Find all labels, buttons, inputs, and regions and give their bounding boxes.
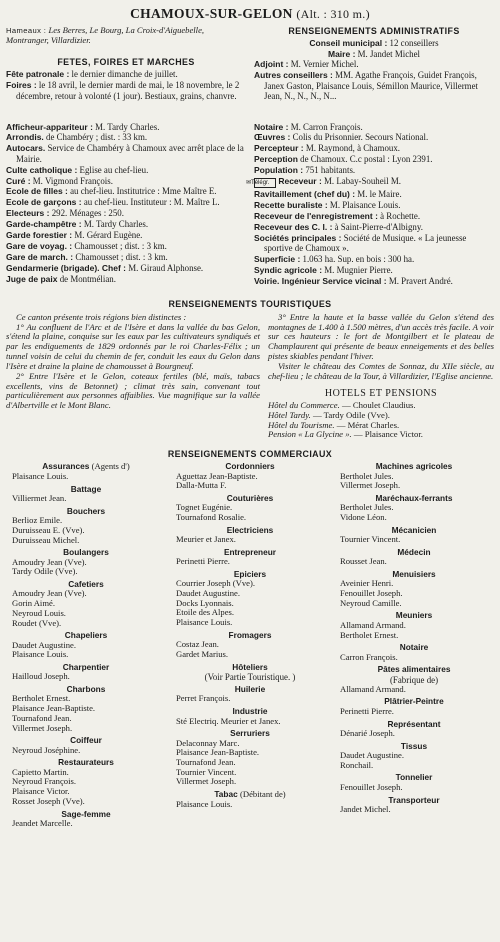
- commerce-item: Duruisseau Michel.: [12, 534, 80, 545]
- page-title: [6, 6, 494, 26]
- directory-entry: [6, 80, 246, 101]
- tour-heading: RENSEIGNEMENTS TOURISTIQUES: [168, 298, 332, 309]
- category-name: Huilerie: [234, 684, 266, 695]
- directory-entry: [254, 254, 494, 265]
- category-name: Machines agricoles: [375, 461, 453, 472]
- entry-label: Notaire :: [254, 121, 289, 132]
- commerce-item: Neyroud Camille.: [340, 597, 402, 608]
- entry-text: le 18 avril, le dernier mardi de mai, le 18 novembre, le 2 décembre, retour à volonté (1 jour). Bestiaux, grains, chanvre.: [16, 80, 240, 102]
- commerce-item: Tognet Eugénie.: [176, 502, 233, 513]
- category-name: Charpentier: [62, 662, 110, 672]
- commerce-item: Roudet (Vve).: [12, 617, 62, 628]
- fetes-heading: FETES, FOIRES ET MARCHES: [57, 57, 195, 68]
- commerce-item: Villiermet Jean.: [12, 493, 67, 504]
- category-name: Industrie: [232, 706, 268, 717]
- category-note: (Débitant de): [240, 789, 286, 800]
- commerce-item: Hailloud Joseph.: [12, 671, 70, 682]
- entry-label: Gare de voyag. :: [6, 241, 73, 252]
- entry-label: Fête patronale :: [6, 69, 70, 80]
- category-name: Hôteliers: [232, 661, 268, 672]
- entry-label: Ravitaillement (chef du) :: [254, 188, 356, 199]
- maire-line: Maire : M. Jandet Michel: [328, 48, 420, 59]
- admin-left-list: [6, 122, 246, 287]
- commerce-item: Daudet Augustine.: [176, 588, 240, 599]
- category-name: Restaurateurs: [58, 757, 114, 768]
- commerce-item: Plaisance Jean-Baptiste.: [12, 703, 96, 714]
- entry-label: Ecole de garçons :: [6, 197, 82, 208]
- commerce-item: Daudet Augustine.: [12, 639, 76, 650]
- directory-entry: [254, 165, 494, 176]
- commerce-item: Duruisseau E. (Vve).: [12, 524, 85, 535]
- category-name: Electriciens: [226, 524, 274, 535]
- entry-text: de Montmélian.: [59, 274, 116, 285]
- entry-text: 1.063 ha. Sup. en bois : 300 ha.: [302, 253, 415, 264]
- category-name: Boulangers: [63, 547, 109, 558]
- entry-label: Gare de march. :: [6, 252, 74, 263]
- category-name: Assurances: [42, 461, 90, 472]
- tour-paragraph: 1° Au confluent de l'Arc et de l'Isère et dans la vallée du bas Gelon, s'étend la plaine, conquise sur les eaux par les cultivateurs syndiqués et par les endiguements de 1829 ordonnés par le roi Charles-Félix ; un tunnel voisin de celui du chemin de fer, conduit les eaux du Gelon dans l'Isère et draine la plaine de chamousset à Bourgneuf.: [6, 321, 260, 371]
- entry-text: Société de Musique. « La jeunesse sportive de Chamoux ».: [264, 232, 467, 254]
- category-name: Mécanicien: [391, 524, 437, 535]
- entry-text: M. Tardy Charles.: [83, 219, 149, 230]
- directory-entry: [6, 230, 246, 241]
- category-name: Cordonniers: [225, 461, 275, 472]
- hotels-list: [268, 401, 494, 440]
- commerce-item: Jandet Michel.: [340, 803, 391, 814]
- entry-label: Receveur des C. I. :: [254, 221, 333, 232]
- directory-entry: [6, 143, 246, 164]
- commerce-item: Ronchail.: [340, 759, 374, 770]
- category-name: Cafetiers: [68, 579, 104, 590]
- commerce-item: Tournafond Rosalie.: [176, 512, 247, 523]
- category-sub: (Fabrique de): [389, 674, 439, 685]
- directory-entry: [6, 197, 246, 208]
- entry-label: Population :: [254, 165, 304, 176]
- comm-heading: RENSEIGNEMENTS COMMERCIAUX: [167, 449, 333, 460]
- entry-label: Garde forestier :: [6, 230, 73, 241]
- directory-entry: [254, 154, 494, 165]
- entry-text: M. Giraud Alphonse.: [128, 263, 204, 274]
- entry-text: M. Carron François.: [290, 121, 363, 132]
- entry-text: M. Tardy Charles.: [95, 121, 160, 132]
- directory-entry: [6, 165, 246, 176]
- top-columns: [6, 26, 494, 102]
- tour-section: [6, 313, 494, 440]
- commerce-item: Etoile des Alpes.: [176, 607, 234, 618]
- commerce-item: Fenouillet Joseph.: [340, 781, 403, 792]
- category-name: Notaire: [399, 642, 429, 653]
- commerce-category: [334, 665, 494, 674]
- category-name: Couturières: [226, 493, 274, 504]
- directory-entry: [254, 143, 494, 154]
- commerce-item: Gardet Marius.: [176, 648, 229, 659]
- tour-left-text: [6, 313, 260, 440]
- commerce-item: Tournier Vincent.: [340, 534, 401, 545]
- adjoint-line: Adjoint : M. Vernier Michel.: [254, 59, 359, 70]
- directory-entry: [254, 189, 494, 200]
- category-name: Représentant: [387, 718, 441, 729]
- entry-text: de Chambéry ; dist. : 33 km.: [46, 132, 148, 143]
- entry-label: Garde-champêtre :: [6, 219, 82, 230]
- directory-entry: [6, 252, 246, 263]
- tour-right: [268, 313, 494, 440]
- entry-text: à Saint-Pierre-d'Albigny.: [334, 221, 423, 232]
- hotel-owner: — Plaisance Victor.: [353, 429, 423, 440]
- directory-entry: [254, 222, 494, 233]
- category-note: (Agents d'): [91, 461, 130, 472]
- entry-label: Superficie :: [254, 253, 301, 264]
- entry-label: Syndic agricole :: [254, 264, 323, 275]
- commerce-item: Perinetti Pierre.: [176, 556, 230, 567]
- category-name: Coiffeur: [70, 735, 102, 746]
- commerce-item: Plaisance Louis.: [12, 470, 69, 481]
- directory-entry: [6, 186, 246, 197]
- category-name: Pâtes alimentaires: [377, 664, 451, 675]
- entry-text: M. Mugnier Pierre.: [324, 264, 393, 275]
- category-name: Plâtrier-Peintre: [384, 696, 444, 707]
- entry-text: Eglise au chef-lieu.: [79, 164, 149, 175]
- commerce-item: Sté Electriq. Meurier et Janex.: [176, 715, 281, 726]
- category-name: Maréchaux-ferrants: [375, 493, 453, 504]
- entry-label: Afficheur-appariteur :: [6, 121, 93, 132]
- commerce-column: [334, 462, 494, 828]
- commerce-item: Perinetti Pierre.: [340, 705, 394, 716]
- hotel-owner: — Choulet Claudius.: [342, 399, 416, 410]
- entry-text: M. Gérard Eugène.: [74, 230, 143, 241]
- commerce-item: Plaisance Louis.: [12, 649, 69, 660]
- entry-text: M. Labay-Souheil M.: [324, 176, 401, 187]
- commerce-item: Rousset Jean.: [340, 556, 387, 567]
- altitude: (Alt. : 310 m.): [296, 7, 370, 21]
- commerce-item: Plaisance Louis.: [176, 798, 233, 809]
- directory-entry: [254, 276, 494, 287]
- commerce-item: Neyroud François.: [12, 776, 76, 787]
- entry-text: à Rochette.: [380, 210, 421, 221]
- entry-label: Percepteur :: [254, 143, 304, 154]
- commerce-item: Plaisance Victor.: [12, 786, 70, 797]
- commerce-item: Plaisance Jean-Baptiste.: [176, 747, 260, 758]
- entry-text: Colis du Prisonnier. Secours National.: [292, 132, 429, 143]
- commerce-item: Neyroud Louis.: [12, 607, 66, 618]
- commerce-item: Aveinier Henri.: [340, 578, 394, 589]
- entry-text: M. Vigmond François.: [32, 175, 113, 186]
- conseil-line: Conseil municipal : 12 conseillers: [309, 38, 439, 49]
- category-name: Epiciers: [233, 569, 267, 579]
- commerce-item: Villermet Joseph.: [340, 480, 401, 491]
- commerce-item: Meurier et Janex.: [176, 534, 236, 545]
- hotel-name: Hôtel Tardy.: [268, 409, 311, 420]
- tour-paragraph: 3° Entre la haute et la basse vallée du Gelon s'étend des montagnes de 1.400 à 1.500 mètres, d'un accès très facile. A voir sur ces hauteurs : le fort de Montgilbert et le plateau de Champlaurent qui présente de beaux enneigements et des belles pistes skiables pendant l'hiver.: [268, 311, 494, 362]
- entry-label: Recette buraliste :: [254, 199, 328, 210]
- commerce-item: Neyroud Joséphine.: [12, 744, 81, 755]
- entry-text: M. Raymond, à Chamoux.: [305, 143, 400, 154]
- directory-entry: [6, 208, 246, 219]
- entry-label: Culte catholique :: [6, 164, 78, 175]
- entry-text: 751 habitants.: [305, 165, 356, 176]
- commerce-item: Fenouillet Joseph.: [340, 588, 403, 599]
- commerce-item: Costaz Jean.: [176, 639, 219, 650]
- post-telegraph-icon: ✉Télégr.: [254, 178, 276, 188]
- commerce-column: [6, 462, 166, 828]
- commerce-item: Jeandet Marcelle.: [12, 817, 73, 828]
- admin-right-list: [246, 121, 494, 287]
- commerce-item: Carron François.: [340, 651, 398, 662]
- category-name: Tonnelier: [395, 772, 433, 783]
- commerce-item: Berlioz Emile.: [12, 515, 63, 526]
- commerce-item: Allamand Armand.: [340, 619, 406, 630]
- directory-page: [6, 6, 494, 829]
- commerce-item: Gorin Aimé.: [12, 598, 55, 609]
- commerce-item: Tournafond Jean.: [12, 712, 72, 723]
- autres-line: Autres conseillers : MM. Agathe François, Guidet François, Janex Gaston, Plaisance Louis, Sémillon Maurice, Villermet Jean, N., N., N., N...: [254, 70, 478, 101]
- tour-paragraph: Ce canton présente trois régions bien distinctes :: [16, 311, 187, 322]
- town-name: CHAMOUX-SUR-GELON: [130, 6, 293, 21]
- directory-entry: [246, 176, 494, 188]
- admin-heading: RENSEIGNEMENTS ADMINISTRATIFS: [288, 26, 460, 36]
- entry-label: Autocars.: [6, 143, 46, 154]
- entry-label: Gendarmerie (brigade). Chef :: [6, 263, 126, 274]
- category-name: Meuniers: [395, 610, 433, 621]
- entry-text: au chef-lieu. Institutrice : Mme Maître E.: [70, 186, 217, 197]
- entry-label: Juge de paix: [6, 274, 58, 285]
- entry-text: M. Plaisance Louis.: [329, 199, 401, 210]
- entry-text: au chef-lieu. Instituteur : M. Maître L.: [83, 197, 220, 208]
- telegraph-badge: Télégr.: [251, 180, 270, 187]
- hotel-owner: — Mérat Charles.: [336, 419, 400, 430]
- entry-label: Foires :: [6, 80, 37, 91]
- commerce-item: Plaisance Louis.: [176, 617, 233, 628]
- directory-entry: [6, 274, 246, 285]
- directory-entry: [6, 176, 246, 187]
- directory-entry: [6, 219, 246, 230]
- commerce-item: Bertholet Jules.: [340, 502, 394, 513]
- directory-entry: [6, 241, 246, 252]
- commerce-column: [170, 462, 330, 828]
- entry-label: Perception: [254, 154, 298, 165]
- entry-text: de Chamoux. C.c postal : Lyon 2391.: [300, 154, 433, 165]
- category-name: Sage-femme: [61, 808, 111, 819]
- entry-label: Sociétés principales :: [254, 232, 342, 243]
- commerce-item: Villermet Joseph.: [12, 722, 73, 733]
- tour-paragraph: 2° Entre l'Isère et le Gelon, coteaux fertiles (blé, maïs, tabacs excellents, vins de Betonnet) ; climat très sain, convenant tout particulièrement aux personnes affaiblies. Vue magnifique sur la vallée d'Albertville et le Mont Blanc.: [6, 370, 260, 411]
- category-name: Bouchers: [66, 505, 106, 516]
- entry-label: Arrondis.: [6, 132, 44, 143]
- directory-entry: [6, 263, 246, 274]
- entry-text: Service de Chambéry à Chamoux avec arrêt place de la Mairie.: [16, 143, 244, 165]
- commerce-item: Amoudry Jean (Vve).: [12, 588, 87, 599]
- fetes-list: [6, 69, 246, 101]
- commerce-item: Dénarié Joseph.: [340, 727, 395, 738]
- commerce-item: Aguettaz Jean-Baptiste.: [176, 470, 258, 481]
- directory-entry: [6, 122, 246, 133]
- category-name: Menuisiers: [392, 569, 436, 579]
- directory-entry: [254, 265, 494, 276]
- entry-text: Chamousset ; dist. : 3 km.: [74, 241, 167, 252]
- directory-entry: [6, 69, 246, 80]
- commerce-item: Bertholet Jules.: [340, 470, 394, 481]
- hotel-entry: [268, 430, 494, 440]
- category-name: Battage: [70, 483, 102, 494]
- category-name: Serruriers: [230, 728, 270, 739]
- entry-label: Ecole de filles :: [6, 186, 68, 197]
- commerce-item: Dalla-Mutta F.: [176, 480, 227, 491]
- entry-text: M. le Maire.: [357, 188, 402, 199]
- hotel-name: Hôtel du Tourisme.: [268, 419, 335, 430]
- directory-entry: [254, 211, 494, 222]
- right-column: [254, 26, 494, 102]
- commerce-item: Perret François.: [176, 693, 231, 704]
- directory-entry: [254, 233, 494, 254]
- commerce-item: Docks Lyonnais.: [176, 597, 234, 608]
- entry-text: M. Pravert André.: [388, 275, 453, 286]
- hamlets: Hameaux : Les Berres, Le Bourg, La Croix-d'Aiguebelle, Montranger, Villardizier.: [6, 25, 205, 45]
- category-name: Chapeliers: [64, 630, 108, 641]
- hotel-name: Pension « La Glycine ».: [268, 429, 352, 440]
- commerce-item: Delaconnay Marc.: [176, 737, 240, 748]
- commerce-item: Daudet Augustine.: [340, 750, 404, 761]
- category-name: Charbons: [66, 684, 106, 695]
- hotel-name: Hôtel du Commerce.: [268, 399, 340, 410]
- commerce-columns: [6, 462, 494, 828]
- commerce-item: Villermet Joseph.: [176, 776, 237, 787]
- entry-label: Œuvres :: [254, 132, 291, 143]
- commerce-category: [170, 663, 330, 672]
- commerce-item: Tournier Vincent.: [176, 766, 237, 777]
- category-name: Entrepreneur: [223, 546, 277, 557]
- entry-text: le dernier dimanche de juillet.: [71, 69, 178, 80]
- admin-columns: [6, 122, 494, 287]
- directory-entry: [254, 122, 494, 133]
- commerce-item: Courrier Joseph (Vve).: [176, 578, 255, 589]
- category-name: Transporteur: [388, 794, 440, 805]
- directory-entry: [254, 132, 494, 143]
- commerce-item: Amoudry Jean (Vve).: [12, 556, 87, 567]
- hotels-heading: HOTELS ET PENSIONS: [324, 387, 438, 399]
- category-name: Médecin: [397, 546, 431, 557]
- left-column: [6, 26, 246, 102]
- entry-label: Electeurs :: [6, 208, 50, 219]
- entry-text: 292. Ménages : 250.: [51, 208, 124, 219]
- tour-right-text: [268, 313, 494, 382]
- entry-label: Receveur :: [278, 176, 322, 187]
- entry-label: Curé :: [6, 175, 31, 186]
- category-sub: (Voir Partie Touristique. ): [204, 672, 296, 683]
- category-name: Tabac: [214, 789, 238, 800]
- commerce-item: Tardy Odile (Vve).: [12, 566, 78, 577]
- hotel-owner: — Tardy Odile (Vve).: [312, 409, 390, 420]
- directory-entry: [254, 200, 494, 211]
- directory-entry: [6, 132, 246, 143]
- entry-label: Voirie. Ingénieur Service vicinal :: [254, 275, 387, 286]
- category-name: Fromagers: [228, 629, 272, 640]
- commerce-item: Vidone Léon.: [340, 512, 387, 523]
- entry-text: Chamousset ; dist. : 3 km.: [75, 252, 168, 263]
- commerce-item: Tournafond Jean.: [176, 757, 236, 768]
- entry-label: Receveur de l'enregistrement :: [254, 210, 378, 221]
- tour-paragraph: Visiter le château des Comtes de Sonnaz, du XIIe siècle, au chef-lieu ; le château de la Tour, à Villardizier, l'Eglise ancienne.: [268, 360, 494, 381]
- category-name: Tissus: [400, 740, 428, 751]
- commerce-item: Bertholet Ernest.: [340, 629, 399, 640]
- commerce-item: Allamand Armand.: [340, 683, 406, 694]
- commerce-item: Capietto Martin.: [12, 766, 69, 777]
- commerce-item: Bertholet Ernest.: [12, 693, 71, 704]
- commerce-item: Rosset Joseph (Vve).: [12, 795, 85, 806]
